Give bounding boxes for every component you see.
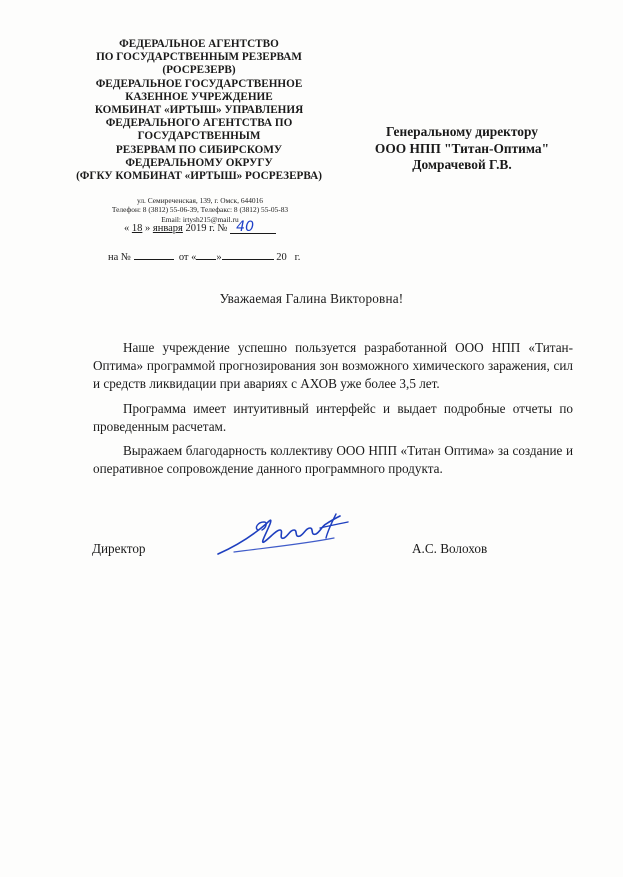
addressee-name: Домрачевой Г.В. xyxy=(412,157,512,172)
signatory-title: Директор xyxy=(92,541,146,556)
sender-line: ГОСУДАРСТВЕННЫМ xyxy=(137,130,261,143)
sender-line: (ФГКУ КОМБИНАТ «ИРТЫШ» РОСРЕЗЕРВА) xyxy=(76,170,322,183)
body-paragraph: Программа имеет интуитивный интерфейс и выдает подробные отчеты по проведенным расчетам. xyxy=(93,400,573,434)
letter-body xyxy=(93,339,573,484)
sender-phones: Телефон: 8 (3812) 55-06-39, Телефакс: 8 (3812) 55-05-83 xyxy=(111,205,289,215)
reference-year-prefix: 20 xyxy=(276,252,287,263)
outgoing-number-label: г. № xyxy=(209,223,228,234)
sender-email: Email: irtysh215@mail.ru xyxy=(161,214,239,224)
sender-line: КОМБИНАТ «ИРТЫШ» УПРАВЛЕНИЯ xyxy=(94,104,304,117)
addressee-block xyxy=(352,124,572,174)
greeting: Уважаемая Галина Викторовна! xyxy=(219,291,404,306)
sender-line: ПО ГОСУДАРСТВЕННЫМ РЕЗЕРВАМ xyxy=(96,51,302,64)
sender-line: (РОСРЕЗЕРВ) xyxy=(162,64,236,77)
addressee-position: Генеральному директору xyxy=(386,124,538,139)
reference-line xyxy=(108,250,300,263)
body-paragraph: Наше учреждение успешно пользуется разработанной ООО НПП «Титан-Оптима» программой прогнозирования зон возможного химического заражения, сил и средств ликвидации при авариях с АХОВ уже более 3,5 лет. xyxy=(93,340,573,392)
sender-line: КАЗЕННОЕ УЧРЕЖДЕНИЕ xyxy=(125,90,273,103)
reference-number-blank xyxy=(134,250,174,260)
sender-line: ФЕДЕРАЛЬНОЕ АГЕНТСТВО xyxy=(119,38,279,50)
sender-line: РЕЗЕРВАМ ПО СИБИРСКОМУ xyxy=(115,143,283,156)
sender-header xyxy=(60,38,338,183)
outgoing-day: 18 xyxy=(131,223,143,234)
reference-year-suffix: г. xyxy=(294,252,301,263)
reference-month-blank xyxy=(222,250,274,260)
outgoing-year: 2019 xyxy=(185,223,207,234)
signatory-name: А.С. Волохов xyxy=(412,541,488,556)
sender-line: ФЕДЕРАЛЬНОЕ ГОСУДАРСТВЕННОЕ xyxy=(95,77,303,90)
reference-day-blank xyxy=(196,250,216,260)
sender-line: ФЕДЕРАЛЬНОМУ ОКРУГУ xyxy=(125,156,273,169)
outgoing-number: 40 xyxy=(230,221,276,234)
sender-line: ФЕДЕРАЛЬНОГО АГЕНТСТВА ПО xyxy=(105,117,293,130)
reference-number-label: на № xyxy=(108,252,131,263)
reference-from-label: от « xyxy=(178,252,197,263)
sender-address: ул. Семиреченская, 139, г. Омск, 644016 xyxy=(137,196,263,205)
outgoing-date-line: « 18 » января 2019 г. № 40 xyxy=(124,221,276,234)
body-paragraph: Выражаем благодарность коллективу ООО НПП «Титан Оптима» за создание и оперативное сопровождение данного программного продукта. xyxy=(93,443,573,477)
handwritten-signature xyxy=(214,508,354,560)
addressee-company: ООО НПП "Титан-Оптима" xyxy=(374,140,550,156)
sender-contacts xyxy=(70,196,330,224)
reference-close-quote: » xyxy=(216,252,222,263)
outgoing-month: января xyxy=(152,223,183,234)
